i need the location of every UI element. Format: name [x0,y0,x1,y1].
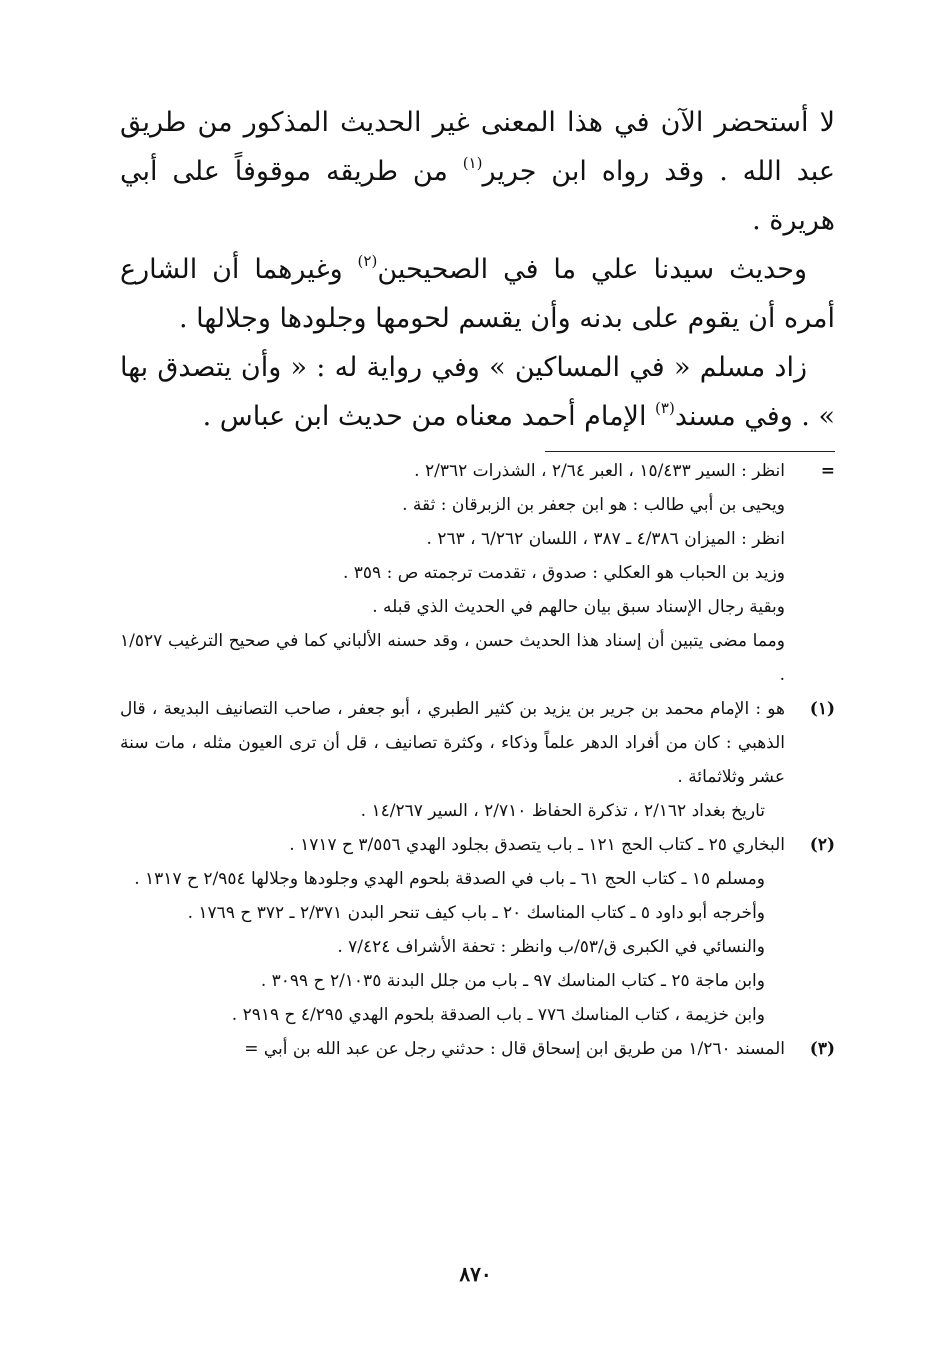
paragraph-2-text-a: وحديث سيدنا علي ما في الصحيحين [377,254,808,285]
paragraph-3-text-b: الإمام أحمد معناه من حديث ابن عباس . [202,401,656,432]
paragraph-2-text-b: وغيرهما أن الشارع أمره أن يقوم على بدنه وأن يقسم لحومها وجلودها وجلالها . [120,254,835,334]
footnote-line: تاريخ بغداد ٢/١٦٢ ، تذكرة الحفاظ ٢/٧١٠ ، السير ١٤/٢٦٧ . [360,801,765,821]
footnote-ref-3[interactable]: (٣) [655,399,675,417]
footnote-line: انظر : السير ١٥/٤٣٣ ، العبر ٢/٦٤ ، الشذرات ٢/٣٦٢ . [414,461,785,481]
paragraph-1-text-b: من طريقه موقوفاً على أبي هريرة . [120,156,835,236]
footnote-continuation [120,454,835,692]
footnote-line: وابن خزيمة ، كتاب المناسك ٧٧٦ ـ باب الصدقة بلحوم الهدي ٤/٢٩٥ ح ٢٩١٩ . [231,1005,765,1025]
footnote-line: والنسائي في الكبرى ق/٥٣/ب وانظر : تحفة الأشراف ٧/٤٢٤ . [337,937,765,957]
footnote-3 [120,1032,835,1066]
footnote-line: وزيد بن الحباب هو العكلي : صدوق ، تقدمت ترجمته ص : ٣٥٩ . [342,563,785,583]
footnote-2 [120,828,835,1032]
paragraph-2 [120,245,835,343]
paragraph-3 [120,343,835,441]
footnote-line: ومسلم ١٥ ـ كتاب الحج ٦١ ـ باب في الصدقة بلحوم الهدي وجلودها وجلالها ٢/٩٥٤ ح ١٣١٧ . [134,869,765,889]
footnote-line: وأخرجه أبو داود ٥ ـ كتاب المناسك ٢٠ ـ باب كيف تنحر البدن ٢/٣٧١ ـ ٣٧٢ ح ١٧٦٩ . [187,903,765,923]
footnote-ref-1[interactable]: (١) [462,154,483,172]
footnote-1 [120,692,835,828]
paragraph-1-text-a: لا أستحضر الآن في هذا المعنى غير الحديث المذكور من طريق عبد الله . وقد رواه ابن جرير [120,107,836,187]
footnote-line: هو : الإمام محمد بن جرير بن يزيد بن كثير الطبري ، أبو جعفر ، صاحب التصانيف البديعة ، قال الذهبي : كان من أفراد الدهر علماً وذكاء ، وكثرة تصانيف ، قل أن ترى العيون مثله ، مات سنة عشر وثلاثمائة . [120,699,785,787]
main-text [120,98,835,441]
footnote-2-mark: (٢) [809,835,835,855]
footnote-1-mark: (١) [809,699,835,719]
page-number: ٨٧٠ [459,1262,492,1286]
footnote-line: المسند ١/٢٦٠ من طريق ابن إسحاق قال : حدثني رجل عن عبد الله بن أبي = [244,1039,785,1059]
footnote-line: وبقية رجال الإسناد سبق بيان حالهم في الحديث الذي قبله . [372,597,785,617]
footnote-line: انظر : الميزان ٤/٣٨٦ ـ ٣٨٧ ، اللسان ٦/٢٦٢ ، ٢٦٣ . [426,529,785,549]
footnote-line: وابن ماجة ٢٥ ـ كتاب المناسك ٩٧ ـ باب من جلل البدنة ٢/١٠٣٥ ح ٣٠٩٩ . [260,971,765,991]
footnote-line: البخاري ٢٥ ـ كتاب الحج ١٢١ ـ باب يتصدق بجلود الهدي ٣/٥٥٦ ح ١٧١٧ . [289,835,785,855]
footnote-divider [545,451,835,452]
footnote-line: ومما مضى يتبين أن إسناد هذا الحديث حسن ، وقد حسنه الألباني كما في صحيح الترغيب ١/٥٢٧ . [120,631,785,685]
paragraph-1 [120,98,835,245]
continuation-mark: = [820,461,835,481]
page-body [120,98,835,1066]
footnotes [120,454,835,1066]
footnote-line: ويحيى بن أبي طالب : هو ابن جعفر بن الزبرقان : ثقة . [402,495,785,515]
footnote-3-mark: (٣) [809,1039,835,1059]
footnote-ref-2[interactable]: (٢) [357,252,378,270]
paragraph-3-text-a: زاد مسلم « في المساكين » وفي رواية له : « وأن يتصدق بها » . وفي مسند [120,352,835,432]
